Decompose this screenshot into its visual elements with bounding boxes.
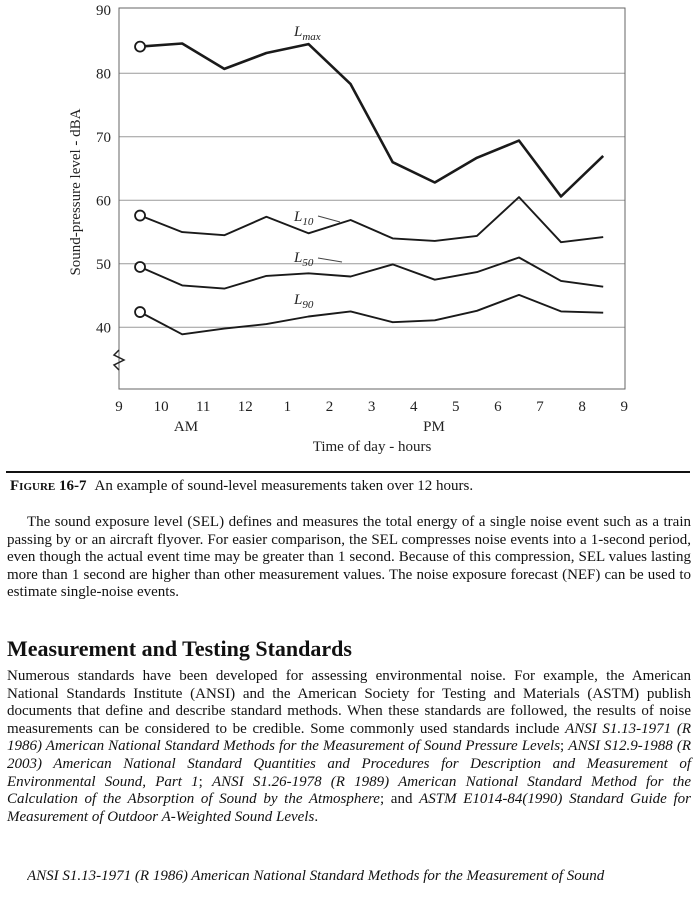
x-tick-label: 11: [195, 399, 211, 415]
continued-paragraph: ANSI S1.13-1971 (R 1986) American National Standard Methods for the Measurement of Sound: [27, 868, 605, 884]
x-tick-label: 2: [325, 399, 334, 415]
y-axis-label: Sound-pressure level - dBA: [68, 108, 84, 276]
start-marker-l90: [135, 307, 145, 317]
separator: ;: [560, 738, 569, 755]
pm-label: PM: [423, 419, 445, 435]
x-tick-label: 7: [536, 399, 544, 415]
figure-caption-text: An example of sound-level measurements taken over 12 hours.: [94, 478, 474, 494]
y-tick-label: 80: [96, 66, 111, 83]
period: .: [314, 808, 319, 825]
sel-paragraph: The sound exposure level (SEL) defines and measures the total energy of a single noise event such as a train passing by or an aircraft flyover. For easier comparison, the SEL compresses noise events into a 1-second period, even though the actual event time may be greater than 1 second. Because of this compression, SEL values lasting more than 1 second are higher than other measurement values. The noise exposure forecast (NEF) can be used to estimate single-noise events.: [7, 514, 691, 601]
start-marker-l10: [135, 211, 145, 221]
series-label-l90: $L_{90}$: [294, 292, 314, 311]
section-heading: Measurement and Testing Standards: [7, 636, 352, 661]
x-tick-label: 8: [578, 399, 586, 415]
separator: ; and: [379, 791, 420, 808]
series-label-l50: $L_{50}$: [294, 250, 314, 269]
x-axis-ticks: [115, 399, 628, 415]
x-tick-label: 9: [620, 399, 628, 415]
series-lines: [140, 44, 603, 335]
standard-ansi-s1-26: ANSI S1.26-1978 (R 1989) American National Standard Method for the Calculation of the Absorption of Sound by the Atmosphere: [7, 773, 692, 808]
x-tick-label: 6: [494, 399, 502, 415]
x-tick-label: 10: [153, 399, 169, 415]
series-label-lmax: $L_{max}$: [294, 24, 321, 43]
series-line-l90: [140, 295, 603, 334]
standard-astm-e1014: ASTM E1014-84(1990) Standard Guide for Measurement of Outdoor A-Weighted Sound Levels: [7, 791, 691, 825]
series-line-lmax: [140, 44, 603, 197]
y-tick-label: 50: [96, 256, 111, 273]
y-tick-label: 90: [96, 2, 111, 19]
y-tick-label: 60: [96, 193, 111, 210]
x-tick-label: 4: [409, 399, 418, 415]
x-axis-label: Time of day - hours: [312, 439, 432, 455]
figure-divider: [6, 471, 690, 473]
standard-ansi-s12-9: ANSI S12.9-1988 (R 2003) American National Standard Quantities and Procedures for Description and Measurement of Environmental Sound, Part 1: [7, 738, 692, 790]
y-axis-ticks: [96, 3, 111, 337]
figure-label: Figure 16-7: [10, 478, 87, 494]
separator: ;: [198, 773, 212, 790]
x-tick-label: 1: [283, 399, 292, 415]
standards-paragraph: [7, 668, 691, 826]
y-tick-label: 40: [96, 320, 111, 337]
series-label-l10: $L_{10}$: [294, 209, 314, 228]
label-leader: [318, 216, 340, 222]
series-line-l10: [140, 197, 603, 242]
start-marker-lmax: [135, 42, 145, 52]
x-tick-label: 12: [237, 399, 253, 415]
series-line-l50: [140, 258, 603, 289]
standard-ansi-s1-13: ANSI S1.13-1971 (R 1986) American National Standard Methods for the Measurement of Sound Pressure Levels: [7, 720, 691, 755]
y-tick-label: 70: [96, 129, 111, 146]
standards-intro: Numerous standards have been developed for assessing environmental noise. For example, the American National Standards Institute (ANSI) and the American Society for Testing and Materials (ASTM) publish documents that define and describe standard methods. When these standards are followed, the results of noise measurements can be considered to be credible. Some commonly used standards include: [7, 668, 691, 737]
x-tick-label: 9: [115, 399, 123, 415]
start-marker-l50: [135, 262, 145, 272]
am-label: AM: [173, 419, 199, 435]
x-tick-label: 5: [452, 399, 460, 415]
label-leader: [318, 258, 342, 262]
series-start-markers: [135, 42, 342, 317]
grid: [119, 73, 625, 327]
x-tick-label: 3: [367, 399, 376, 415]
figure-caption: [10, 478, 473, 495]
